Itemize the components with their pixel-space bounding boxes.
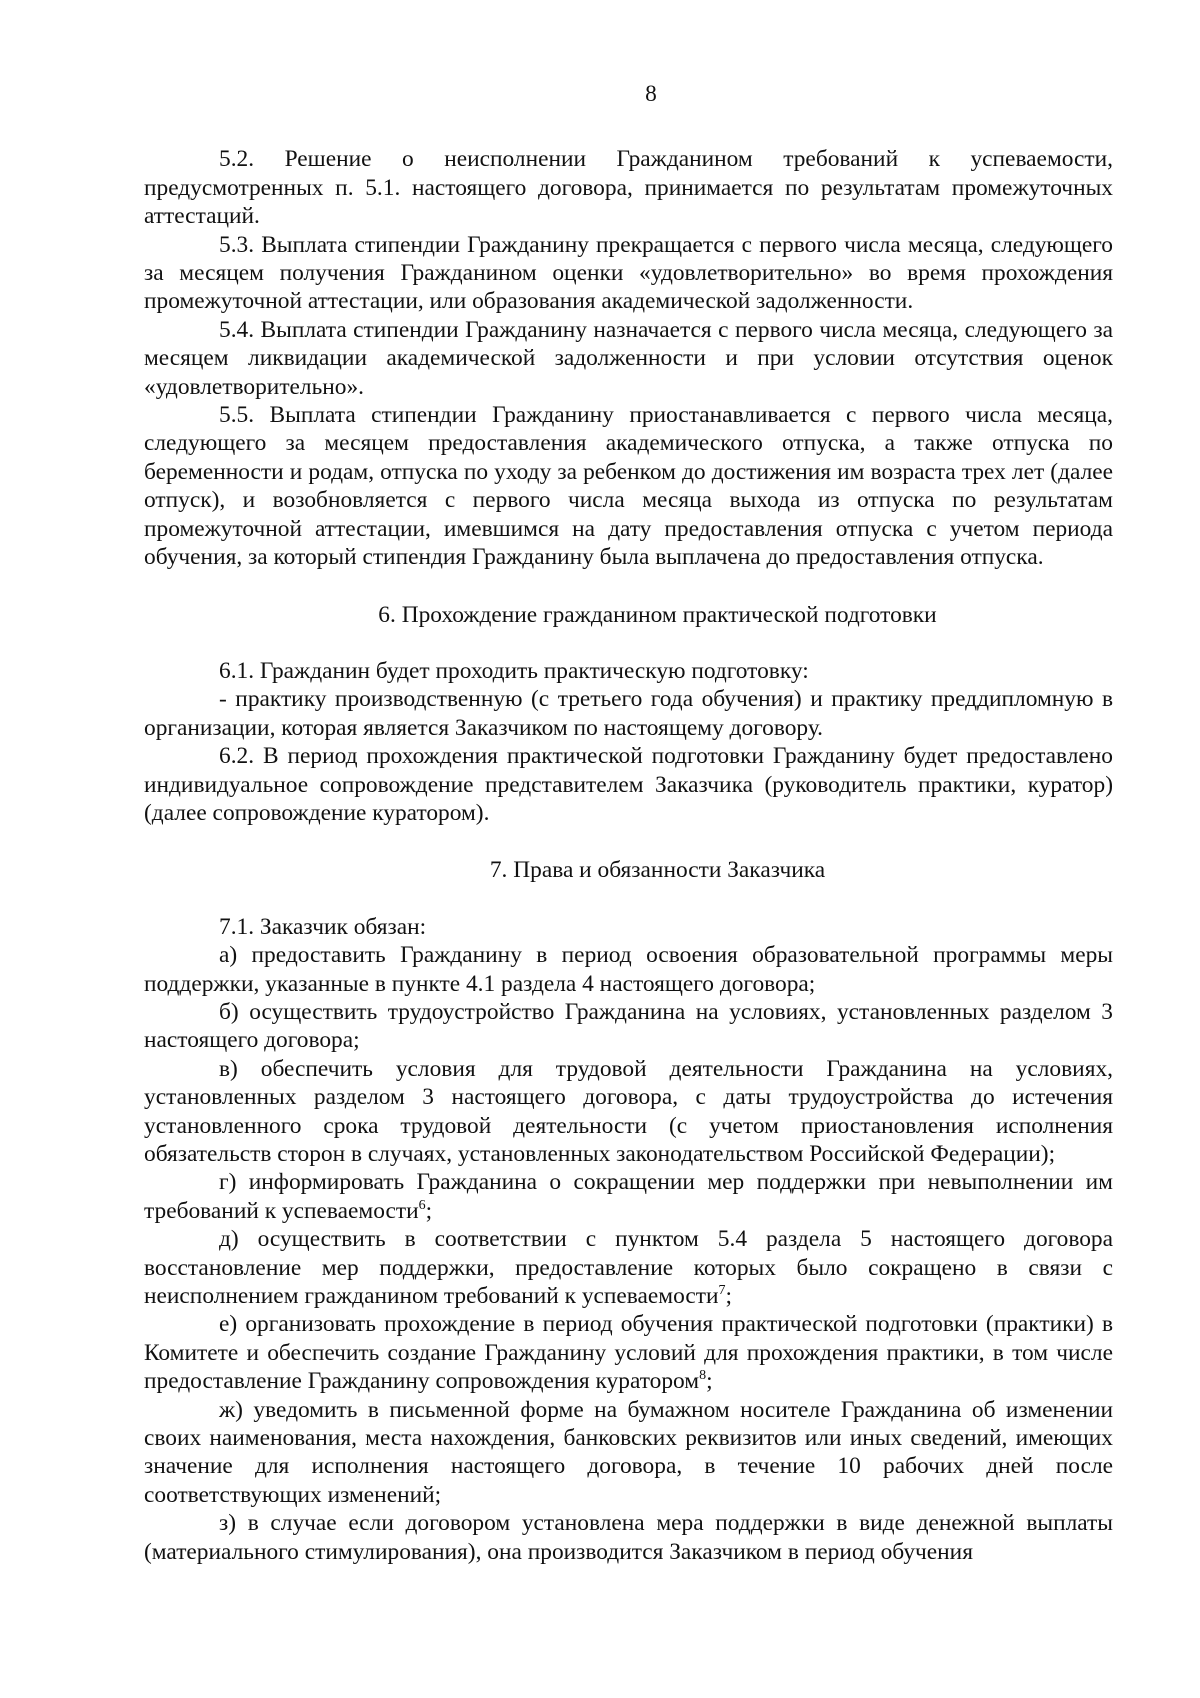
paragraph-7-1-g-end: ; — [425, 1197, 433, 1224]
paragraph-7-1-d-text: д) осуществить в соответствии с пунктом 5.4 раздела 5 настоящего договора восстановление мер поддержки, предоставление которых было сокращено в связи с неисполнением гражданином требований к успеваемости — [144, 1226, 1113, 1310]
footnote-ref-8[interactable]: 8 — [699, 1368, 707, 1384]
section-5-paragraphs — [144, 145, 1113, 571]
paragraph-7-1: 7.1. Заказчик обязан: — [219, 913, 427, 940]
paragraph-6-2: 6.2. В период прохождения практической подготовки Гражданину будет предоставлено индивидуальное сопровождение представителем Заказчика (руководитель практики, куратор) (далее сопровождение куратором). — [144, 743, 1113, 826]
paragraph-7-1-a: а) предоставить Гражданину в период освоения образовательной программы меры поддержки, указанные в пункте 4.1 раздела 4 настоящего договора; — [144, 942, 1113, 997]
section-6-paragraphs — [144, 657, 1113, 827]
footnote-ref-6[interactable]: 6 — [418, 1197, 426, 1213]
paragraph-5-5: 5.5. Выплата стипендии Гражданину приостанавливается с первого числа месяца, следующего за месяцем предоставления академического отпуска, а также отпуска по беременности и родам, отпуска по уходу за ребенком до достижения им возраста трех лет (далее отпуск), и возобновляется с первого числа месяца выхода из отпуска по результатам промежуточной аттестации, имевшимся на дату предоставления отпуска с учетом периода обучения, за который стипендия Гражданину была выплачена до предоставления отпуска. — [144, 402, 1113, 571]
paragraph-7-1-g — [144, 1168, 1113, 1225]
paragraph-5-3: 5.3. Выплата стипендии Гражданину прекращается с первого числа месяца, следующего за месяцем получения Гражданином оценки «удовлетворительно» во время прохождения промежуточной аттестации, или образования академической задолженности. — [144, 231, 1113, 315]
paragraph-7-1-e-text: е) организовать прохождение в период обучения практической подготовки (практики) в Комитете и обеспечить создание Гражданину условий для прохождения практики, в том числе предоставление Гражданину сопровождения куратором — [144, 1311, 1113, 1395]
page-number: 8 — [645, 81, 657, 107]
section-7-paragraphs — [144, 913, 1113, 1566]
footnote-ref-7[interactable]: 7 — [718, 1283, 726, 1299]
paragraph-5-4: 5.4. Выплата стипендии Гражданину назначается с первого числа месяца, следующего за месяцем ликвидации академической задолженности и при условии отсутствия оценок «удовлетворительно». — [144, 316, 1113, 400]
paragraph-6-1: 6.1. Гражданин будет проходить практическую подготовку: — [219, 657, 809, 684]
paragraph-7-1-z: з) в случае если договором установлена мера поддержки в виде денежной выплаты (материального стимулирования), она производится Заказчиком в период обучения — [144, 1510, 1113, 1565]
paragraph-7-1-v: в) обеспечить условия для трудовой деятельности Гражданина на условиях, установленных разделом 3 настоящего договора, с даты трудоустройства до истечения установленного срока трудовой деятельности (с учетом приостановления исполнения обязательств сторон в случаях, установленных законодательством Российской Федерации); — [144, 1055, 1113, 1167]
paragraph-7-1-b: б) осуществить трудоустройство Гражданина на условиях, установленных разделом 3 настоящего договора; — [144, 998, 1113, 1054]
section-7-heading: 7. Права и обязанности Заказчика — [489, 857, 826, 884]
paragraph-7-1-e — [144, 1310, 1113, 1395]
paragraph-7-1-e-end: ; — [706, 1368, 713, 1395]
paragraph-6-1-item: - практику производственную (с третьего года обучения) и практику преддипломную в организации, которая является Заказчиком по настоящему договору. — [144, 686, 1113, 741]
paragraph-5-2: 5.2. Решение о неисполнении Гражданином требований к успеваемости, предусмотренных п. 5.1. настоящего договора, принимается по результатам промежуточных аттестаций. — [144, 146, 1113, 230]
paragraph-7-1-d-end: ; — [725, 1283, 732, 1310]
paragraph-7-1-g-text: г) информировать Гражданина о сокращении мер поддержки при невыполнении им требований к успеваемости — [144, 1169, 1113, 1224]
paragraph-7-1-zh: ж) уведомить в письменной форме на бумажном носителе Гражданина об изменении своих наименования, места нахождения, банковских реквизитов или иных сведений, имеющих значение для исполнения настоящего договора, в течение 10 рабочих дней после соответствующих изменений; — [144, 1396, 1113, 1508]
paragraph-7-1-d — [144, 1225, 1113, 1310]
section-6-heading: 6. Прохождение гражданином практической подготовки — [378, 601, 937, 628]
